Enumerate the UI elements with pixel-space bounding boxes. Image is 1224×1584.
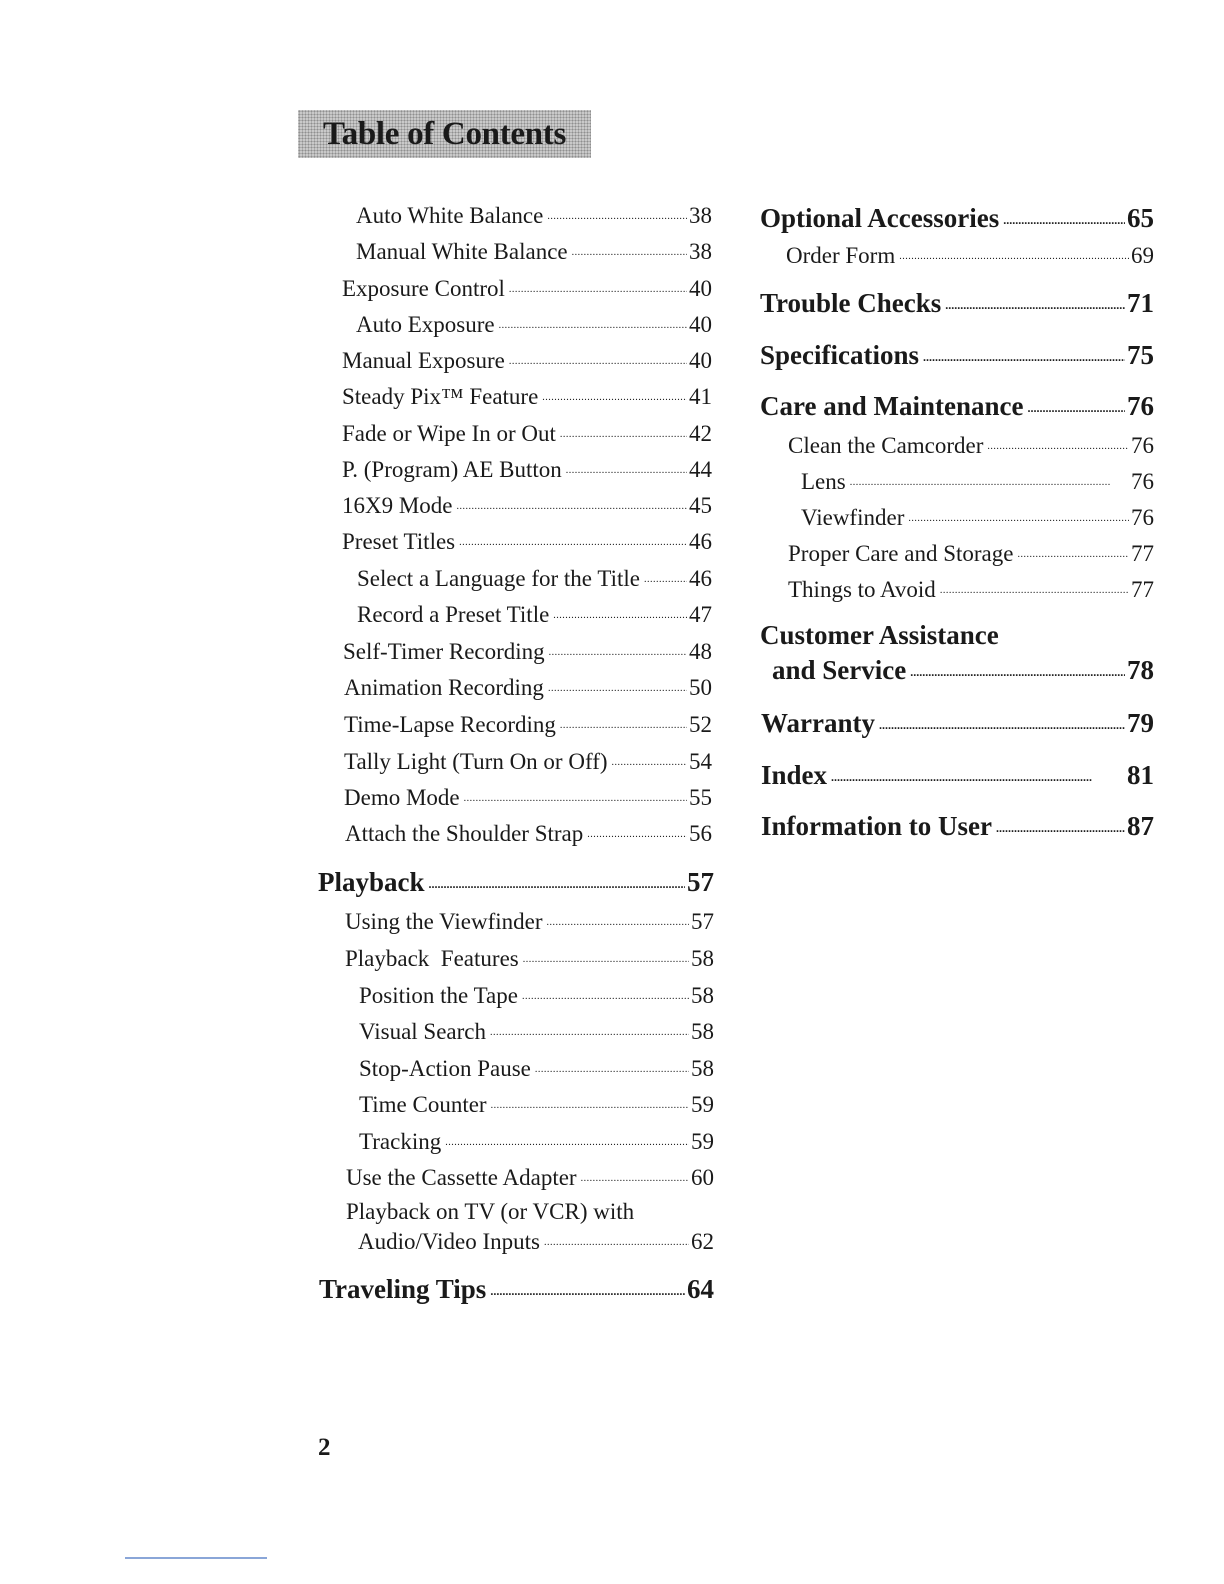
toc-header-box (298, 110, 591, 158)
toc-entry-label: Proper Care and Storage (788, 541, 1014, 566)
toc-leader-dots (549, 636, 687, 659)
toc-leader-dots (1028, 388, 1126, 415)
toc-entry-label: Tracking (359, 1129, 442, 1154)
toc-section-heading[interactable] (760, 388, 1154, 422)
toc-entry[interactable] (344, 709, 712, 738)
page-number: 2 (318, 1434, 331, 1461)
toc-entry[interactable] (356, 309, 712, 338)
toc-entry-page: 41 (689, 384, 712, 409)
toc-entry[interactable] (801, 502, 1154, 531)
toc-entry-page: 65 (1127, 203, 1154, 233)
toc-entry-label: Fade or Wipe In or Out (342, 421, 556, 446)
toc-section-heading[interactable] (772, 652, 1154, 686)
toc-entry-page: 40 (689, 348, 712, 373)
toc-entry[interactable] (801, 466, 1154, 495)
toc-entry[interactable] (788, 430, 1154, 459)
toc-entry-label: Things to Avoid (788, 577, 936, 602)
toc-entry-label: Tally Light (Turn On or Off) (344, 749, 608, 774)
toc-leader-dots (490, 1271, 685, 1298)
toc-entry-label: Preset Titles (342, 529, 456, 554)
toc-entry-page: 78 (1127, 655, 1154, 685)
toc-leader-dots (445, 1126, 689, 1149)
toc-entry-page: 64 (687, 1274, 714, 1304)
toc-entry[interactable] (342, 381, 712, 410)
toc-section-heading[interactable] (318, 864, 714, 898)
toc-section-heading-line[interactable]: Customer Assistance (760, 620, 999, 650)
toc-leader-dots (572, 236, 687, 259)
toc-entry-label: Trouble Checks (760, 288, 942, 318)
toc-section-heading[interactable] (761, 705, 1154, 739)
toc-entry-page: 81 (1127, 760, 1154, 790)
toc-entry-label: Demo Mode (344, 785, 460, 810)
toc-leader-dots (547, 906, 690, 929)
toc-entry[interactable] (344, 746, 712, 775)
toc-leader-dots (899, 240, 1129, 263)
toc-leader-dots (987, 430, 1129, 453)
toc-leader-dots (587, 818, 687, 841)
toc-section-heading[interactable] (761, 808, 1154, 842)
toc-entry-label: Manual Exposure (342, 348, 505, 373)
toc-entry-page: 59 (691, 1092, 714, 1117)
toc-entry-label: and Service (772, 655, 907, 685)
toc-leader-dots (850, 466, 1129, 489)
toc-entry-label: Audio/Video Inputs (358, 1229, 540, 1254)
toc-entry-label: Position the Tape (359, 983, 518, 1008)
toc-entry-label: Specifications (760, 340, 919, 370)
toc-entry-page: 38 (689, 203, 712, 228)
toc-entry-label: Viewfinder (801, 505, 905, 530)
toc-leader-dots (1017, 538, 1129, 561)
toc-leader-dots (581, 1162, 689, 1185)
toc-leader-dots (459, 526, 687, 549)
toc-entry-label: Stop-Action Pause (359, 1056, 531, 1081)
toc-entry-label: Select a Language for the Title (357, 566, 640, 591)
toc-entry-page: 76 (1127, 391, 1154, 421)
page-title: Table of Contents (322, 115, 567, 152)
toc-entry-label: Exposure Control (342, 276, 505, 301)
toc-entry[interactable] (342, 454, 712, 483)
toc-entry-page: 87 (1127, 811, 1154, 841)
toc-entry-page: 57 (691, 909, 714, 934)
toc-entry-page: 59 (691, 1129, 714, 1154)
toc-entry-page: 71 (1127, 288, 1154, 318)
toc-entry-page: 47 (689, 602, 712, 627)
toc-leader-dots (491, 1089, 689, 1112)
toc-leader-dots (908, 502, 1129, 525)
toc-leader-dots (1003, 200, 1125, 227)
toc-entry-page: 76 (1131, 433, 1154, 458)
toc-entry[interactable] (342, 345, 712, 374)
toc-leader-dots (535, 1053, 689, 1076)
toc-leader-dots (910, 652, 1125, 679)
toc-entry-page: 40 (689, 276, 712, 301)
toc-entry-label: Use the Cassette Adapter (346, 1165, 577, 1190)
toc-entry[interactable] (359, 1089, 714, 1118)
toc-entry-label: Self-Timer Recording (343, 639, 545, 664)
toc-entry-label: Auto White Balance (356, 203, 544, 228)
toc-entry-page: 42 (689, 421, 712, 446)
toc-leader-dots (522, 980, 689, 1003)
toc-entry-page: 60 (691, 1165, 714, 1190)
toc-entry-label: Playback on TV (or VCR) with (346, 1199, 635, 1224)
toc-leader-dots (499, 309, 687, 332)
toc-leader-dots (612, 746, 687, 769)
toc-entry-page: 55 (689, 785, 712, 810)
toc-leader-dots (542, 381, 687, 404)
toc-entry-page: 40 (689, 312, 712, 337)
toc-entry[interactable] (788, 538, 1154, 567)
toc-entry-page: 77 (1131, 577, 1154, 602)
toc-entry-label: Animation Recording (344, 675, 544, 700)
toc-leader-dots (544, 1226, 689, 1249)
toc-entry[interactable] (356, 200, 712, 229)
toc-entry[interactable] (343, 636, 712, 665)
toc-entry[interactable] (357, 563, 712, 592)
toc-entry-label: Using the Viewfinder (345, 909, 543, 934)
toc-entry[interactable] (345, 943, 714, 972)
toc-entry-page: 44 (689, 457, 712, 482)
toc-entry-label: Time-Lapse Recording (344, 712, 556, 737)
toc-leader-dots (548, 672, 687, 695)
toc-leader-dots (509, 273, 687, 296)
bottom-rule-divider (125, 1557, 267, 1559)
toc-entry[interactable] (356, 236, 712, 265)
toc-entry[interactable] (788, 574, 1154, 603)
toc-entry-page: 58 (691, 946, 714, 971)
toc-entry[interactable] (358, 1226, 714, 1255)
toc-entry-label: Lens (801, 469, 846, 494)
toc-entry-page: 46 (689, 566, 712, 591)
toc-entry[interactable] (344, 782, 712, 811)
toc-entry[interactable] (359, 1053, 714, 1082)
toc-entry[interactable] (344, 672, 712, 701)
toc-entry-page: 38 (689, 239, 712, 264)
toc-entry-label: Visual Search (359, 1019, 486, 1044)
toc-section-heading[interactable] (319, 1271, 714, 1305)
toc-entry[interactable] (359, 1126, 714, 1155)
toc-section-heading[interactable] (760, 200, 1154, 234)
toc-entry-label: Traveling Tips (319, 1274, 487, 1304)
toc-entry-continued-line[interactable] (346, 1198, 634, 1225)
toc-section-heading[interactable] (761, 757, 1154, 791)
toc-leader-dots (879, 705, 1125, 732)
toc-entry[interactable] (342, 418, 712, 447)
toc-entry-label: 16X9 Mode (342, 493, 453, 518)
toc-leader-dots (547, 200, 687, 223)
toc-leader-dots (996, 808, 1125, 835)
toc-entry-page: 56 (689, 821, 712, 846)
toc-leader-dots (566, 454, 687, 477)
toc-leader-dots (831, 757, 1125, 784)
toc-entry-page: 48 (689, 639, 712, 664)
toc-entry[interactable] (357, 599, 712, 628)
toc-entry-page: 69 (1131, 243, 1154, 268)
toc-leader-dots (490, 1016, 689, 1039)
toc-entry[interactable] (345, 818, 712, 847)
toc-section-heading[interactable] (760, 285, 1154, 319)
toc-entry-page: 79 (1127, 708, 1154, 738)
toc-leader-dots (457, 490, 687, 513)
toc-entry-label: Attach the Shoulder Strap (345, 821, 584, 846)
toc-entry-page: 46 (689, 529, 712, 554)
toc-entry-label: Steady Pix™ Feature (342, 384, 539, 409)
toc-leader-dots (945, 285, 1125, 312)
toc-entry[interactable] (342, 273, 712, 302)
toc-leader-dots (940, 574, 1129, 597)
toc-entry[interactable] (786, 240, 1154, 269)
toc-entry-label: Optional Accessories (760, 203, 1000, 233)
toc-entry[interactable] (342, 490, 712, 519)
toc-entry-page: 77 (1131, 541, 1154, 566)
toc-entry-label: Information to User (761, 811, 992, 841)
toc-entry-page: 52 (689, 712, 712, 737)
toc-leader-dots (560, 709, 687, 732)
toc-entry-label: Time Counter (359, 1092, 487, 1117)
toc-entry-page: 58 (691, 1056, 714, 1081)
toc-leader-dots (560, 418, 687, 441)
toc-entry-page: 54 (689, 749, 712, 774)
toc-leader-dots (923, 337, 1125, 364)
toc-leader-dots (553, 599, 687, 622)
toc-entry[interactable] (342, 526, 712, 555)
toc-leader-dots (644, 563, 687, 586)
toc-entry-page: 58 (691, 983, 714, 1008)
toc-leader-dots (509, 345, 687, 368)
toc-entry-page: 76 (1131, 505, 1154, 530)
toc-entry-page: 58 (691, 1019, 714, 1044)
toc-section-heading[interactable] (760, 337, 1154, 371)
toc-entry-page: 45 (689, 493, 712, 518)
toc-entry[interactable] (359, 1016, 714, 1045)
toc-entry-label: Index (761, 760, 828, 790)
toc-entry[interactable] (345, 906, 714, 935)
toc-entry-label: Manual White Balance (356, 239, 568, 264)
toc-entry-label: Playback (318, 867, 425, 897)
toc-entry-label: P. (Program) AE Button (342, 457, 562, 482)
toc-entry-label: Playback Features (345, 946, 519, 971)
toc-entry-page: 50 (689, 675, 712, 700)
toc-leader-dots (523, 943, 689, 966)
toc-entry-label: Warranty (761, 708, 875, 738)
toc-entry-page: 57 (687, 867, 714, 897)
toc-entry-label: Clean the Camcorder (788, 433, 984, 458)
toc-entry[interactable] (346, 1162, 714, 1191)
toc-entry-page: 62 (691, 1229, 714, 1254)
toc-leader-dots (429, 864, 685, 891)
toc-entry[interactable] (359, 980, 714, 1009)
toc-entry-page: 76 (1131, 469, 1154, 494)
toc-entry-label: Care and Maintenance (760, 391, 1024, 421)
toc-entry-label: Order Form (786, 243, 896, 268)
toc-entry-label: Auto Exposure (356, 312, 495, 337)
toc-entry-page: 75 (1127, 340, 1154, 370)
toc-leader-dots (464, 782, 687, 805)
toc-entry-label: Record a Preset Title (357, 602, 550, 627)
